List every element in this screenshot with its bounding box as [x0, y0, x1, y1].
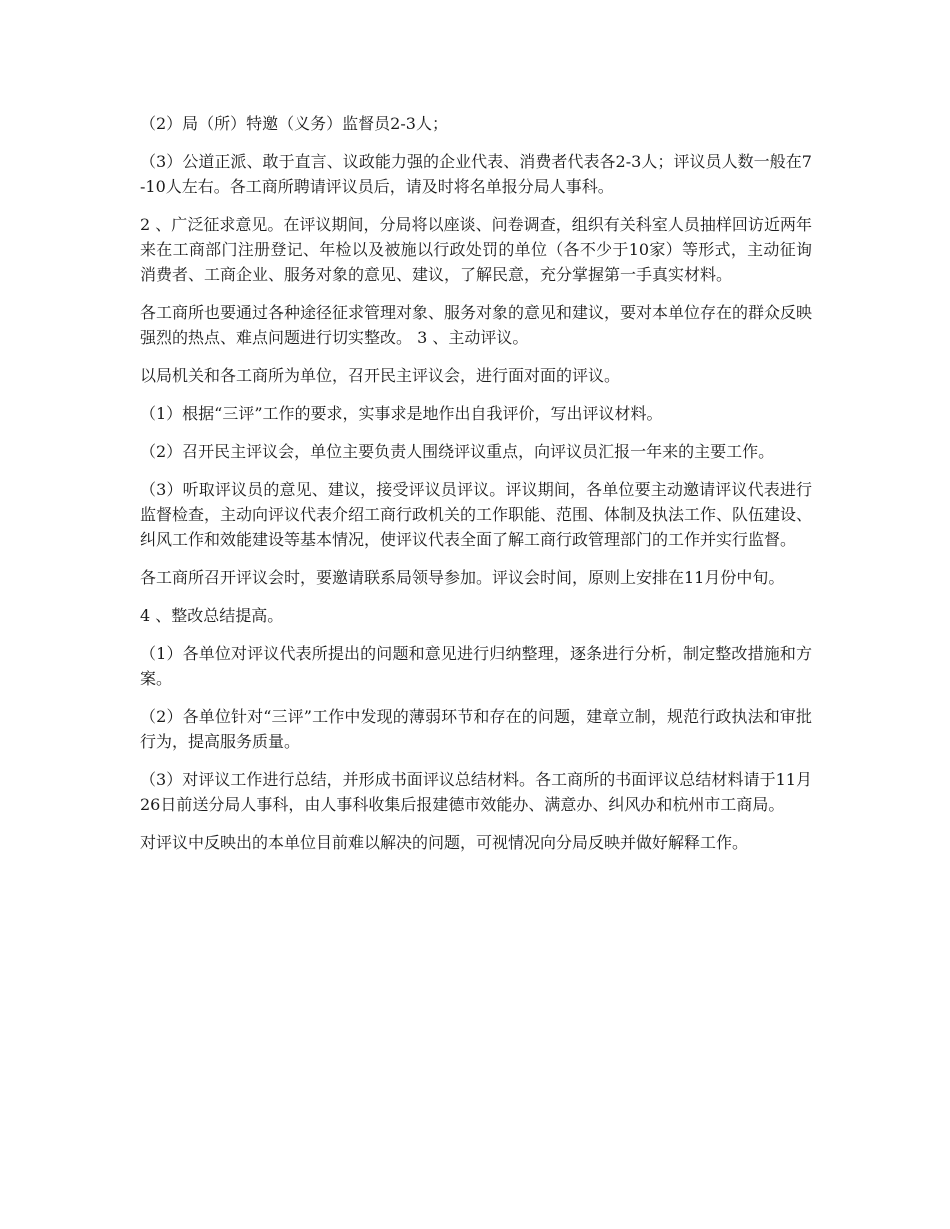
paragraph-build-rules: （2）各单位针对“三评”工作中发现的薄弱环节和存在的问题，建章立制，规范行政执法和审批行为，提高服务质量。	[140, 707, 812, 751]
paragraph-section-4-heading: 4 、整改总结提高。	[140, 606, 284, 625]
paragraph-democratic-review: 以局机关和各工商所为单位，召开民主评议会，进行面对面的评议。	[140, 366, 621, 385]
paragraph-supervisors: （2）局（所）特邀（义务）监督员2-3人；	[140, 114, 448, 133]
document-body	[140, 111, 812, 868]
paragraph-representatives: （3）公道正派、敢于直言、议政能力强的企业代表、消费者代表各2-3人；评议员人数一般在7-10人左右。各工商所聘请评议员后，请及时将名单报分局人事科。	[140, 152, 812, 196]
paragraph-rectify-issues: 各工商所也要通过各种途径征求管理对象、服务对象的意见和建议，要对本单位存在的群众反映强烈的热点、难点问题进行切实整改。 3 、主动评议。	[140, 303, 813, 347]
paragraph-self-evaluation: （1）根据“三评”工作的要求，实事求是地作出自我评价，写出评议材料。	[140, 404, 663, 423]
paragraph-summary-materials: （3）对评议工作进行总结，并形成书面评议总结材料。各工商所的书面评议总结材料请于11月26日前送分局人事科，由人事科收集后报建德市效能办、满意办、纠风办和杭州市工商局。	[140, 770, 812, 814]
paragraph-organize-feedback: （1）各单位对评议代表所提出的问题和意见进行归纳整理，逐条进行分析，制定整改措施和方案。	[140, 644, 812, 688]
paragraph-review-meeting: （2）召开民主评议会，单位主要负责人围绕评议重点，向评议员汇报一年来的主要工作。	[140, 442, 775, 461]
paragraph-accept-review: （3）听取评议员的意见、建议，接受评议员评议。评议期间，各单位要主动邀请评议代表进行监督检查，主动向评议代表介绍工商行政机关的工作职能、范围、体制及执法工作、队伍建设、纠风工作和效能建设等基本情况，使评议代表全面了解工商行政管理部门的工作并实行监督。	[140, 480, 813, 549]
paragraph-unresolved-issues: 对评议中反映出的本单位目前难以解决的问题，可视情况向分局反映并做好解释工作。	[140, 833, 749, 852]
paragraph-solicit-opinions: 2 、广泛征求意见。在评议期间，分局将以座谈、问卷调查，组织有关科室人员抽样回访近两年来在工商部门注册登记、年检以及被施以行政处罚的单位（各不少于10家）等形式，主动征询消费者、工商企业、服务对象的意见、建议，了解民意，充分掌握第一手真实材料。	[140, 215, 812, 284]
paragraph-meeting-time: 各工商所召开评议会时，要邀请联系局领导参加。评议会时间，原则上安排在11月份中旬。	[140, 568, 785, 587]
